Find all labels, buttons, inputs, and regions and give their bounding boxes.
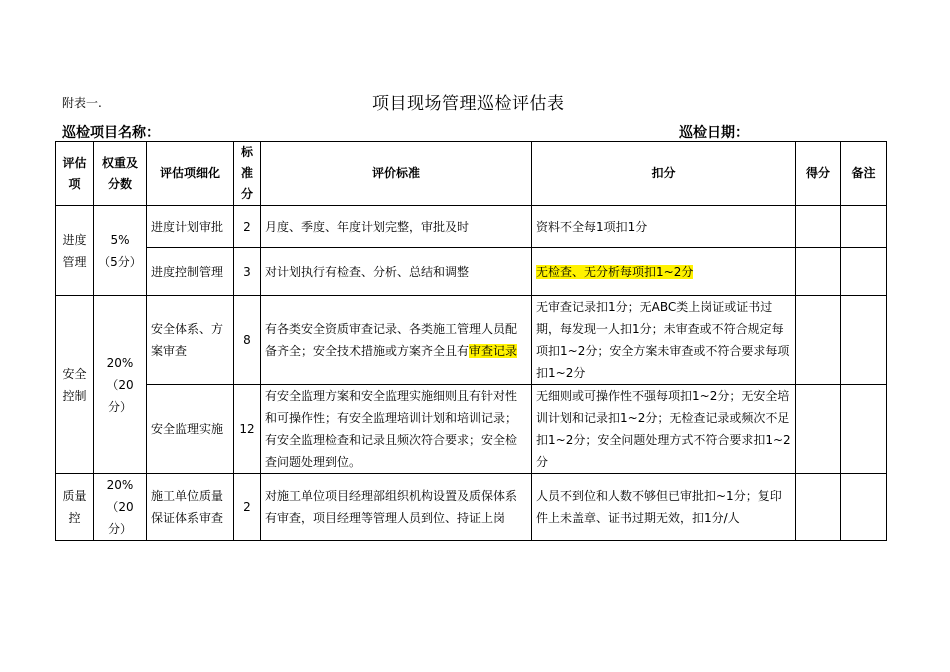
header-deduction: 扣分 (532, 142, 796, 206)
table-row (56, 206, 887, 248)
project-name-label: 巡检项目名称： (62, 125, 160, 141)
header-criteria: 评价标准 (261, 142, 532, 206)
deduction-highlight: 无检查、无分析每项扣1~2分 (536, 264, 694, 279)
weight-points: （20分） (106, 500, 134, 536)
score-cell[interactable] (796, 248, 841, 296)
category-cell: 质量控 (56, 474, 94, 541)
header-standard-score: 标准分 (234, 142, 261, 206)
deduction-cell: 无审查记录扣1分；无ABC类上岗证或证书过期，每发现一人扣1分；未审查或不符合规定每项扣1~2分；安全方案未审查或不符合要求每项扣1~2分 (532, 296, 796, 385)
table-row (56, 385, 887, 474)
remarks-cell[interactable] (841, 296, 887, 385)
table-row (56, 248, 887, 296)
header-weight: 权重及分数 (94, 142, 147, 206)
standard-score-cell: 2 (234, 206, 261, 248)
score-cell[interactable] (796, 385, 841, 474)
weight-points: （20分） (106, 377, 134, 414)
header-score: 得分 (796, 142, 841, 206)
score-cell[interactable] (796, 474, 841, 541)
standard-score-cell: 8 (234, 296, 261, 385)
header-category: 评估项 (56, 142, 94, 206)
remarks-cell[interactable] (841, 385, 887, 474)
remarks-cell[interactable] (841, 206, 887, 248)
criteria-text: 有各类安全资质审查记录、各类施工管理人员配备齐全；安全技术措施或方案齐全且有 (265, 322, 518, 358)
standard-score-cell: 3 (234, 248, 261, 296)
item-cell: 进度控制管理 (147, 248, 234, 296)
score-cell[interactable] (796, 206, 841, 248)
deduction-cell: 无细则或可操作性不强每项扣1~2分；无安全培训计划和记录扣1~2分；无检查记录或频次不足扣1~2分；安全问题处理方式不符合要求扣1~2分 (532, 385, 796, 474)
item-cell: 安全体系、方案审查 (147, 296, 234, 385)
document-title: 项目现场管理巡检评估表 (372, 94, 565, 114)
category-cell: 进度管理 (56, 206, 94, 296)
weight-cell (94, 296, 147, 474)
header-item: 评估项细化 (147, 142, 234, 206)
weight-cell (94, 206, 147, 296)
appendix-label: 附表一. (62, 96, 102, 110)
inspection-date-label: 巡检日期： (679, 125, 749, 141)
criteria-cell (261, 296, 532, 385)
weight-points: （5分） (98, 254, 142, 269)
item-cell: 施工单位质量保证体系审查 (147, 474, 234, 541)
weight-percent: 20% (106, 478, 134, 492)
score-cell[interactable] (796, 296, 841, 385)
item-cell: 进度计划审批 (147, 206, 234, 248)
header-remarks: 备注 (841, 142, 887, 206)
criteria-highlight: 审查记录 (469, 344, 518, 358)
weight-percent: 5% (110, 232, 130, 247)
remarks-cell[interactable] (841, 474, 887, 541)
evaluation-table (55, 141, 887, 541)
criteria-cell: 有安全监理方案和安全监理实施细则且有针对性和可操作性；有安全监理培训计划和培训记录；有安全监理检查和记录且频次符合要求；安全检查问题处理到位。 (261, 385, 532, 474)
weight-percent: 20% (106, 355, 134, 370)
category-cell: 安全控制 (56, 296, 94, 474)
table-row (56, 296, 887, 385)
standard-score-cell: 2 (234, 474, 261, 541)
remarks-cell[interactable] (841, 248, 887, 296)
deduction-cell: 资料不全每1项扣1分 (532, 206, 796, 248)
criteria-cell: 对计划执行有检查、分析、总结和调整 (261, 248, 532, 296)
standard-score-cell: 12 (234, 385, 261, 474)
item-cell: 安全监理实施 (147, 385, 234, 474)
criteria-cell: 对施工单位项目经理部组织机构设置及质保体系有审查，项目经理等管理人员到位、持证上岗 (261, 474, 532, 541)
deduction-cell: 人员不到位和人数不够但已审批扣~1分；复印件上未盖章、证书过期无效，扣1分/人 (532, 474, 796, 541)
table-row (56, 474, 887, 541)
header-row (56, 142, 887, 206)
criteria-cell: 月度、季度、年度计划完整，审批及时 (261, 206, 532, 248)
weight-cell (94, 474, 147, 541)
deduction-cell (532, 248, 796, 296)
